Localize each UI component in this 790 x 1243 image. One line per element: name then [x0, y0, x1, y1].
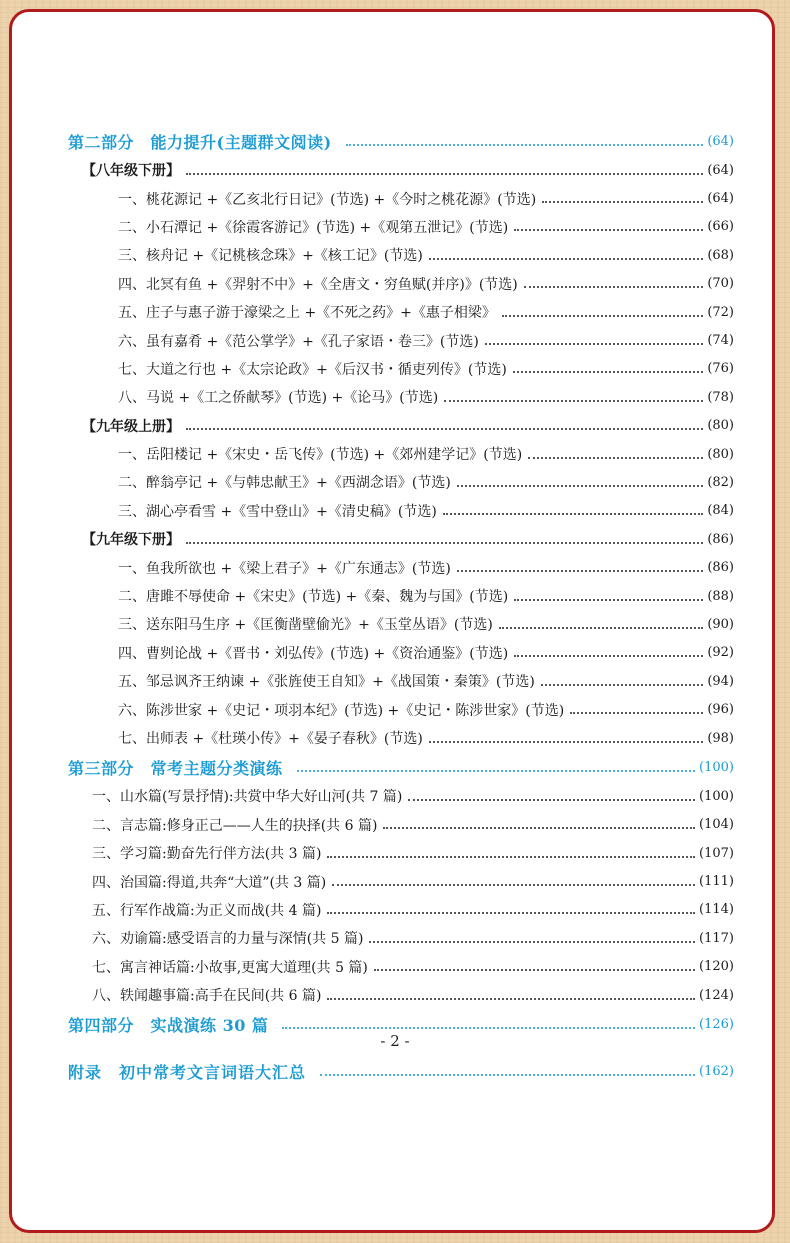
- leader-dots: [502, 314, 703, 317]
- entry-title: 七、寓言神话篇:小故事,更寓大道理(共 5 篇): [92, 959, 368, 976]
- entry-title: 八、马说 +《工之侨献琴》(节选) +《论马》(节选): [118, 390, 439, 407]
- leader-dots: [444, 399, 703, 402]
- entry-page: (114): [699, 902, 734, 918]
- entry-title: 三、学习篇:勤奋先行伴方法(共 3 篇): [92, 846, 322, 863]
- leader-dots: [514, 654, 703, 657]
- toc-entry: [68, 724, 734, 752]
- entry-page: (86): [707, 560, 734, 576]
- toc-grade-8b: [68, 156, 734, 184]
- toc-entry: [68, 782, 734, 810]
- leader-dots: [408, 798, 695, 801]
- entry-title: 六、虽有嘉肴 +《范公掌学》+《孔子家语・卷三》(节选): [118, 333, 479, 350]
- grade-title: 【八年级下册】: [82, 163, 180, 180]
- leader-dots: [457, 569, 703, 572]
- entry-page: (80): [707, 446, 734, 462]
- entry-title: 五、庄子与惠子游于濠梁之上 +《不死之药》+《惠子相梁》: [118, 305, 496, 322]
- leader-dots: [327, 911, 695, 914]
- entry-page: (111): [699, 874, 734, 890]
- grade-page: (64): [707, 162, 734, 178]
- toc-appendix-heading: [68, 1051, 734, 1091]
- toc-part2-heading: [68, 126, 734, 156]
- entry-page: (100): [699, 788, 734, 804]
- toc-entry: [68, 811, 734, 839]
- entry-page: (107): [699, 845, 734, 861]
- entry-title: 一、鱼我所欲也 +《梁上君子》+《广东通志》(节选): [118, 560, 451, 577]
- toc-entry: [68, 981, 734, 1009]
- leader-dots: [320, 1073, 695, 1076]
- entry-title: 六、陈涉世家 +《史记・项羽本纪》(节选) +《史记・陈涉世家》(节选): [118, 702, 565, 719]
- entry-page: (120): [699, 959, 734, 975]
- toc-entry: [68, 213, 734, 241]
- toc-entry: [68, 610, 734, 638]
- toc-part4-page: (126): [699, 1016, 734, 1032]
- entry-page: (76): [707, 361, 734, 377]
- entry-page: (84): [707, 503, 734, 519]
- toc-part3-heading: [68, 752, 734, 782]
- entry-title: 三、核舟记 +《记桃核念珠》+《核工记》(节选): [118, 248, 423, 265]
- document-page: [9, 9, 775, 1233]
- toc-entry: [68, 326, 734, 354]
- toc-entry: [68, 667, 734, 695]
- toc-grade-9a: [68, 412, 734, 440]
- entry-page: (70): [707, 276, 734, 292]
- leader-dots: [524, 285, 704, 288]
- leader-dots: [346, 143, 704, 146]
- leader-dots: [485, 342, 703, 345]
- leader-dots: [297, 769, 696, 772]
- toc-entry: [68, 867, 734, 895]
- grade-title: 【九年级上册】: [82, 418, 180, 435]
- toc-part2-title: 第二部分 能力提升(主题群文阅读): [68, 132, 332, 152]
- entry-title: 一、山水篇(写景抒情):共赏中华大好山河(共 7 篇): [92, 789, 403, 806]
- leader-dots: [327, 997, 695, 1000]
- entry-page: (124): [699, 987, 734, 1003]
- entry-page: (88): [707, 588, 734, 604]
- entry-title: 一、桃花源记 +《乙亥北行日记》(节选) +《今时之桃花源》(节选): [118, 191, 537, 208]
- grade-title: 【九年级下册】: [82, 532, 180, 549]
- leader-dots: [374, 968, 695, 971]
- entry-title: 五、行军作战篇:为正义而战(共 4 篇): [92, 902, 322, 919]
- entry-title: 七、出师表 +《杜瑛小传》+《晏子春秋》(节选): [118, 731, 423, 747]
- toc-entry: [68, 896, 734, 924]
- entry-title: 二、小石潭记 +《徐霞客游记》(节选) +《观第五泄记》(节选): [118, 219, 509, 236]
- toc-entry: [68, 839, 734, 867]
- toc-entry: [68, 639, 734, 667]
- entry-title: 二、言志篇:修身正己——人生的抉择(共 6 篇): [92, 817, 378, 834]
- toc-entry: [68, 695, 734, 723]
- leader-dots: [513, 370, 703, 373]
- entry-title: 三、湖心亭看雪 +《雪中登山》+《清史稿》(节选): [118, 503, 437, 520]
- leader-dots: [327, 855, 695, 858]
- leader-dots: [429, 257, 703, 260]
- entry-page: (98): [707, 730, 734, 746]
- leader-dots: [514, 598, 703, 601]
- entry-page: (64): [707, 191, 734, 207]
- grade-page: (86): [707, 531, 734, 547]
- toc-entry: [68, 468, 734, 496]
- toc-appendix-title: 附录 初中常考文言词语大汇总: [68, 1062, 307, 1082]
- entry-page: (117): [699, 930, 734, 946]
- entry-title: 四、曹刿论战 +《晋书・刘弘传》(节选) +《资治通鉴》(节选): [118, 645, 509, 662]
- toc-entry: [68, 553, 734, 581]
- leader-dots: [369, 940, 695, 943]
- entry-page: (78): [707, 389, 734, 405]
- toc-appendix-page: (162): [699, 1063, 734, 1079]
- entry-title: 五、邹忌讽齐王纳谏 +《张旌使王自知》+《战国策・秦策》(节选): [118, 674, 535, 691]
- grade-page: (80): [707, 418, 734, 434]
- leader-dots: [570, 711, 703, 714]
- entry-page: (96): [707, 702, 734, 718]
- table-of-contents: [68, 126, 734, 1091]
- entry-title: 一、岳阳楼记 +《宋史・岳飞传》(节选) +《郊州建学记》(节选): [118, 447, 523, 464]
- toc-entry: [68, 924, 734, 952]
- toc-entry: [68, 241, 734, 269]
- toc-part3-title: 第三部分 常考主题分类演练: [68, 758, 283, 778]
- leader-dots: [499, 626, 703, 629]
- entry-title: 三、送东阳马生序 +《匡衡凿壁偷光》+《玉堂丛语》(节选): [118, 617, 493, 634]
- entry-page: (68): [707, 247, 734, 263]
- entry-title: 七、大道之行也 +《太宗论政》+《后汉书・循吏列传》(节选): [118, 361, 507, 378]
- leader-dots: [528, 456, 703, 459]
- entry-page: (82): [707, 474, 734, 490]
- entry-title: 八、轶闻趣事篇:高手在民间(共 6 篇): [92, 988, 322, 1005]
- entry-page: (90): [707, 616, 734, 632]
- leader-dots: [443, 512, 703, 515]
- entry-page: (104): [699, 817, 734, 833]
- toc-entry: [68, 953, 734, 981]
- leader-dots: [186, 172, 703, 175]
- entry-page: (72): [707, 304, 734, 320]
- toc-part2-page: (64): [707, 133, 734, 149]
- leader-dots: [186, 427, 703, 430]
- entry-title: 二、醉翁亭记 +《与韩忠献王》+《西湖念语》(节选): [118, 475, 451, 492]
- entry-title: 二、唐雎不辱使命 +《宋史》(节选) +《秦、魏为与国》(节选): [118, 589, 509, 606]
- toc-entry: [68, 582, 734, 610]
- leader-dots: [332, 883, 695, 886]
- toc-entry: [68, 497, 734, 525]
- leader-dots: [383, 826, 695, 829]
- toc-part3-page: (100): [699, 759, 734, 775]
- toc-entry: [68, 383, 734, 411]
- page-number: - 2 -: [380, 1032, 410, 1050]
- toc-part4-title: 第四部分 实战演练 30 篇: [68, 1015, 269, 1035]
- leader-dots: [429, 740, 703, 743]
- leader-dots: [457, 484, 703, 487]
- leader-dots: [282, 1026, 695, 1029]
- toc-entry: [68, 355, 734, 383]
- entry-page: (92): [707, 645, 734, 661]
- leader-dots: [542, 200, 703, 203]
- toc-entry: [68, 184, 734, 212]
- entry-title: 四、治国篇:得道,共奔“大道”(共 3 篇): [92, 874, 327, 891]
- leader-dots: [541, 683, 703, 686]
- toc-entry: [68, 440, 734, 468]
- leader-dots: [514, 228, 703, 231]
- leader-dots: [186, 541, 703, 544]
- toc-entry: [68, 270, 734, 298]
- entry-page: (74): [707, 333, 734, 349]
- toc-entry: [68, 298, 734, 326]
- entry-title: 四、北冥有鱼 +《羿射不中》+《全唐文・穷鱼赋(并序)》(节选): [118, 276, 518, 293]
- toc-grade-9b: [68, 525, 734, 553]
- entry-page: (66): [707, 219, 734, 235]
- entry-page: (94): [707, 673, 734, 689]
- entry-title: 六、劝谕篇:感受语言的力量与深情(共 5 篇): [92, 931, 364, 948]
